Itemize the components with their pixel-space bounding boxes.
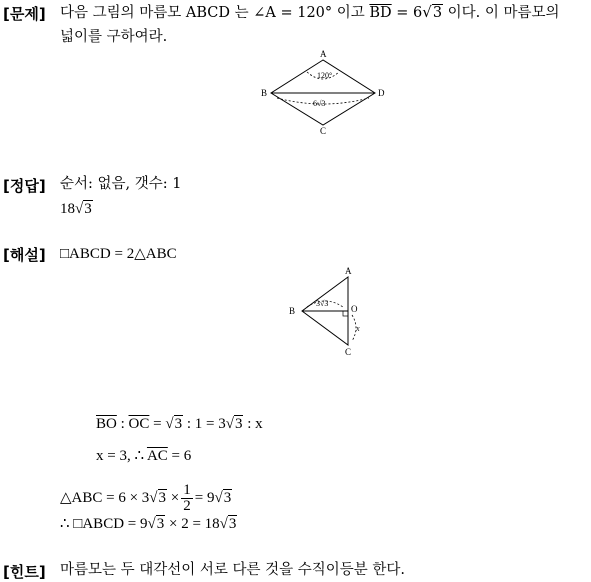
hint-text: 마름모는 두 대각선이 서로 다른 것을 수직이등분 한다. [60,562,406,578]
problem-label: [문제] [3,5,46,23]
vertex-o: O [351,304,358,314]
problem-line-1 [60,3,560,22]
solution-line-1: □ABCD = 2△ABC [60,246,177,262]
vertex-b: B [289,306,296,316]
angle-label: 120° [317,71,333,80]
problem-sqrt: √3 [422,3,443,21]
problem-line-2: 넓이를 구하여라. [60,29,168,45]
problem-bd: $\overline{BD}$ [369,5,392,21]
final-line: ∴ □ABCD = 9√3 × 2 = 18√3 [60,516,237,532]
x-value-line: x = 3, ∴ $\overline{AC} = 6$ [96,448,192,464]
triangle-figure [285,263,375,363]
vertex-c: C [345,347,352,357]
ratio-line: $\overline{BO}$ : $\overline{OC} = √3$ : 1 = 3√3 : x [96,416,263,432]
hint-label: [힌트] [3,563,46,581]
rhombus-figure [255,48,395,138]
vertex-b: B [261,88,268,98]
problem-text-a: 다음 그림의 마름모 ABCD 는 ∠A = 120° 이고 [60,5,365,21]
vertex-a: A [320,49,327,59]
answer-value: 18√3 [60,201,92,217]
bo-length-label: 3√3 [316,299,329,308]
problem-eq: = 6 [396,5,423,21]
right-angle-mark [343,311,348,316]
answer-line-1: 순서: 없음, 갯수: 1 [60,176,182,192]
solution-label: [해설] [3,246,46,264]
x-label: x [356,324,360,333]
vertex-c: C [320,126,327,136]
area-line: △ABC = 6 × 3√3 × $\frac{1}{2}$ = 9√3 [60,482,232,514]
answer-label: [정답] [3,177,46,195]
vertex-a: A [345,266,352,276]
bd-length-label: 6√3 [313,99,326,108]
vertex-d: D [378,88,385,98]
problem-text-b: 이다. 이 마름모의 [447,5,560,21]
